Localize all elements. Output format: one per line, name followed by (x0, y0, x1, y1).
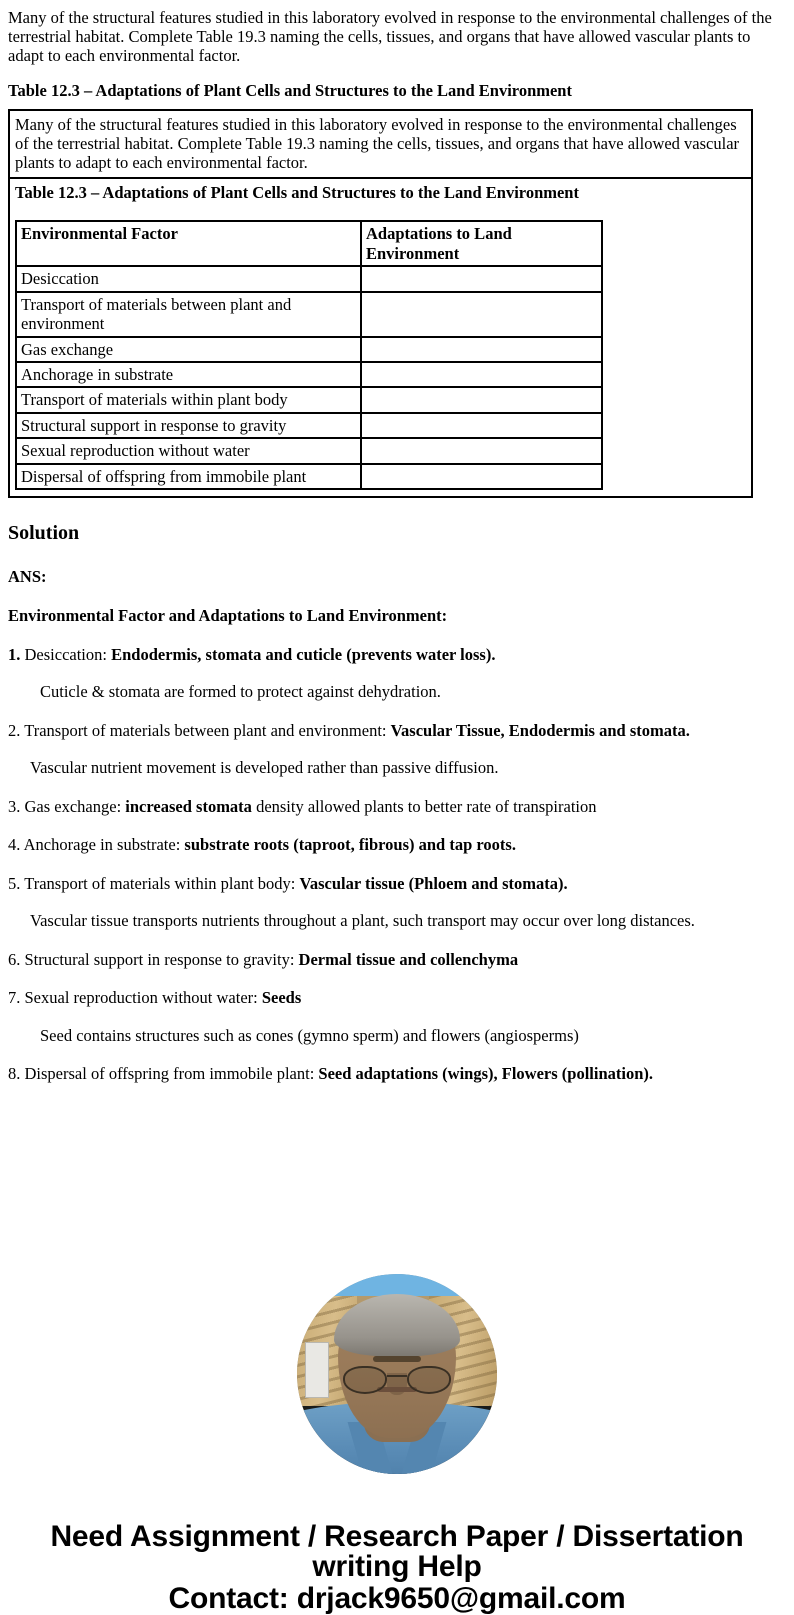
avatar-lens-left (343, 1366, 387, 1394)
item-answer: Seed adaptations (wings), Flowers (pollination). (318, 1064, 654, 1084)
cell-adaptation[interactable] (361, 413, 602, 438)
cell-factor: Transport of materials between plant and environment (16, 292, 361, 337)
ans-label: ANS: (8, 566, 47, 586)
solution-item-8 (0, 1045, 794, 1083)
adaptations-table (15, 220, 603, 490)
item-number: 2. (8, 720, 21, 740)
cell-factor: Dispersal of offspring from immobile plant (16, 464, 361, 489)
cell-adaptation[interactable] (361, 266, 602, 291)
cta-line-1: Need Assignment / Research Paper / Dissertation (50, 1519, 744, 1553)
outer-note-cell (9, 110, 752, 178)
table-row (16, 337, 602, 362)
solution-note-5: Vascular tissue transports nutrients throughout a plant, such transport may occur over long distances. (30, 911, 695, 931)
item-answer: Dermal tissue and collenchyma (298, 949, 519, 969)
solution-item-3 (0, 778, 794, 816)
table-row (16, 292, 602, 337)
solution-note-2: Vascular nutrient movement is developed rather than passive diffusion. (30, 758, 499, 778)
item-answer: increased stomata (125, 796, 252, 816)
item-number: 3. (8, 796, 21, 816)
avatar-eyebrow-right (387, 1356, 421, 1362)
solution-note-1: Cuticle & stomata are formed to protect against dehydration. (40, 682, 441, 702)
solution-note-7: Seed contains structures such as cones (gymno sperm) and flowers (angiosperms) (40, 1025, 579, 1045)
table-row (16, 438, 602, 463)
item-answer: Seeds (261, 988, 302, 1008)
item-prompt: Gas exchange: (20, 796, 126, 816)
outer-table-title: Table 12.3 – Adaptations of Plant Cells and Structures to the Land Environment (15, 182, 579, 202)
solution-heading: Solution (8, 522, 80, 545)
table-row (16, 266, 602, 291)
item-prompt: Sexual reproduction without water: (20, 988, 262, 1008)
cell-factor: Desiccation (16, 266, 361, 291)
glasses-icon (343, 1366, 451, 1396)
item-prompt: Dispersal of offspring from immobile plant: (20, 1064, 319, 1084)
cell-adaptation[interactable] (361, 387, 602, 412)
item-number: 8. (8, 1064, 21, 1084)
solution-item-5 (0, 855, 794, 893)
cell-factor: Gas exchange (16, 337, 361, 362)
cell-adaptation[interactable] (361, 438, 602, 463)
solution-item-1 (0, 626, 794, 664)
cell-adaptation[interactable] (361, 464, 602, 489)
solution-item-6 (0, 931, 794, 969)
solution-section-heading: Environmental Factor and Adaptations to Land Environment: (8, 606, 448, 626)
cell-adaptation[interactable] (361, 337, 602, 362)
cell-factor: Structural support in response to gravity (16, 413, 361, 438)
item-answer: Vascular Tissue, Endodermis and stomata. (390, 720, 690, 740)
column-header-adaptations: Adaptations to Land Environment (361, 221, 602, 266)
table-caption: Table 12.3 – Adaptations of Plant Cells and Structures to the Land Environment (8, 81, 572, 101)
outer-table-row-content (9, 178, 752, 498)
item-prompt: Transport of materials between plant and environment: (20, 720, 391, 740)
avatar-lens-right (407, 1366, 451, 1394)
outer-table-wrapper (0, 109, 794, 499)
solution-item-4 (0, 816, 794, 854)
cta-line-2: writing Help (312, 1549, 482, 1583)
item-prompt: Transport of materials within plant body: (20, 873, 300, 893)
avatar-glasses-bridge (387, 1375, 407, 1378)
outer-table (8, 109, 753, 499)
item-trailing: density allowed plants to better rate of transpiration (251, 796, 597, 816)
outer-content-cell (9, 178, 752, 498)
outer-table-row-note (9, 110, 752, 178)
item-number: 6. (8, 949, 21, 969)
item-answer: Vascular tissue (Phloem and stomata). (299, 873, 568, 893)
item-number: 7. (8, 988, 21, 1008)
avatar (297, 1274, 497, 1474)
footer-cta (0, 1478, 794, 1614)
cell-factor: Anchorage in substrate (16, 362, 361, 387)
solution-item-7 (0, 969, 794, 1007)
cell-factor: Sexual reproduction without water (16, 438, 361, 463)
item-number: 5. (8, 873, 21, 893)
item-prompt: Desiccation: (20, 644, 112, 664)
table-row (16, 362, 602, 387)
table-header-row (16, 221, 602, 266)
column-header-environmental-factor: Environmental Factor (16, 221, 361, 266)
table-row (16, 464, 602, 489)
cell-adaptation[interactable] (361, 362, 602, 387)
cell-factor: Transport of materials within plant body (16, 387, 361, 412)
avatar-background-switchplate (305, 1342, 329, 1398)
intro-paragraph: Many of the structural features studied in this laboratory evolved in response to the environmental challenges of the terrestrial habitat. Complete Table 19.3 naming the cells, tissues, and organs that have allowed vascular plants to adapt to each environmental factor. (8, 8, 772, 66)
item-number: 4. (8, 835, 21, 855)
item-prompt: Structural support in response to gravity: (20, 949, 299, 969)
solution-item-2 (0, 702, 794, 740)
outer-note-text: Many of the structural features studied in this laboratory evolved in response to the environmental challenges of the terrestrial habitat. Complete Table 19.3 naming the cells, tissues, and organs that have allowed vascular plants to adapt to each environmental factor. (15, 114, 740, 173)
item-answer: Endodermis, stomata and cuticle (prevents water loss). (111, 644, 496, 664)
item-number: 1. (8, 644, 21, 664)
avatar-block (0, 1084, 794, 1478)
table-row (16, 387, 602, 412)
item-answer: substrate roots (taproot, fibrous) and tap roots. (184, 835, 516, 855)
item-prompt: Anchorage in substrate: (20, 835, 185, 855)
cta-line-3: Contact: drjack9650@gmail.com (168, 1581, 626, 1615)
table-row (16, 413, 602, 438)
cell-adaptation[interactable] (361, 292, 602, 337)
